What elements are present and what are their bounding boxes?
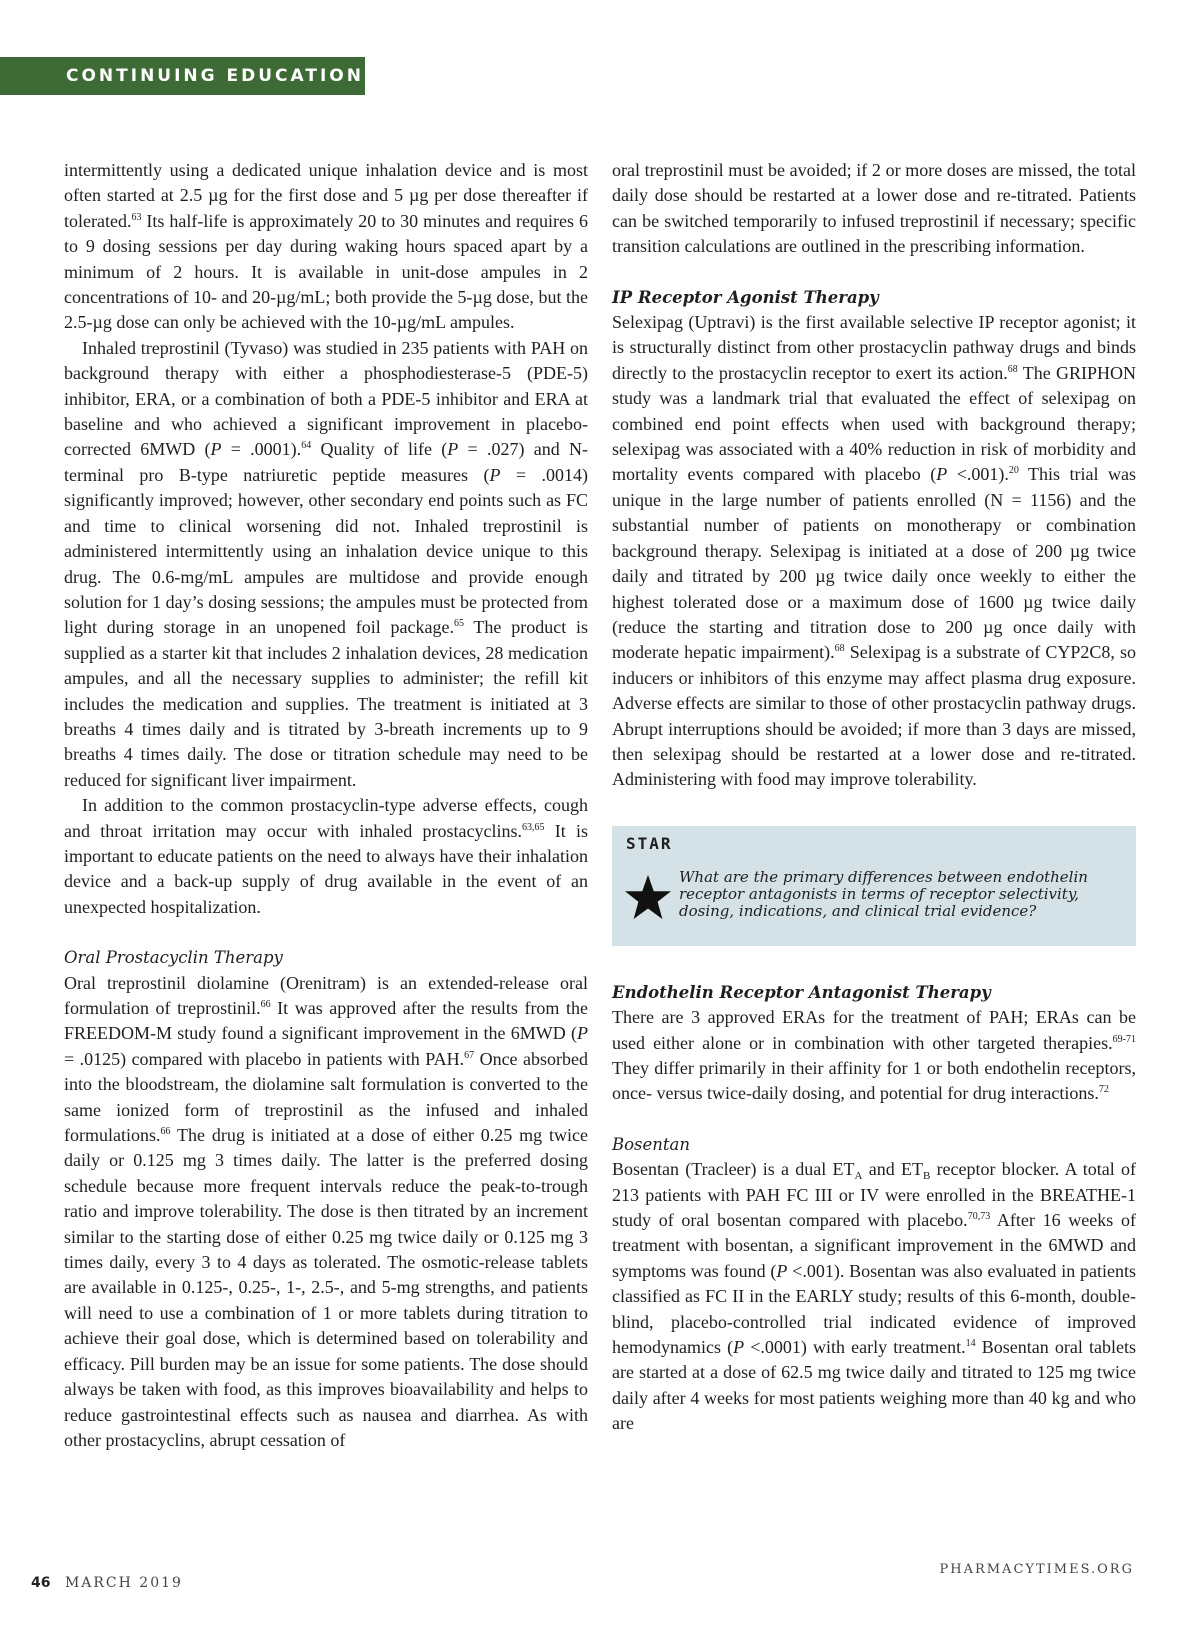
page-number: 46 (31, 1575, 51, 1591)
site-name: PHARMACYTIMES.ORG (939, 1562, 1134, 1577)
star-icon (624, 873, 672, 921)
paragraph: Bosentan (Tracleer) is a dual $ET_A$ and $ET_B$ receptor blocker. A total of 213 patients with PAH FC III or IV were enrolled in the BREATHE-1 study of oral bosentan compared with placebo.$^{70,73}$ After 16 weeks of treatment with bosentan, a significant improvement in the 6MWD and symptoms was found (P <.001). Bosentan was also evaluated in patients classified as FC II in the EARLY study; results of this 6-month, double-blind, placebo-controlled trial indicated evidence of improved hemodynamics (P <.0001) with early treatment.$^{14}$ Bosentan oral tablets are started at a dose of 62.5 mg twice daily and titrated to 125 mg twice daily after 4 weeks for most patients weighing more than 40 kg and who are (612, 1159, 1137, 1434)
star-callout-box (612, 826, 1136, 946)
reference: 14 (965, 1338, 976, 1350)
reference: 72 (1098, 1084, 1109, 1096)
reference: 68 (1007, 363, 1018, 375)
reference: 66 (160, 1126, 171, 1138)
section-heading: Endothelin Receptor Antagonist Therapy (612, 982, 991, 1002)
footer-left (31, 1575, 183, 1591)
left-column (64, 158, 588, 1453)
reference: 20 (1008, 465, 1019, 477)
paragraph: There are 3 approved ERAs for the treatment of PAH; ERAs can be used either alone or in combination with other targeted therapies.$^{69-71}$ They differ primarily in their affinity for 1 or both endothelin receptors, once- versus twice-daily dosing, and potential for drug interactions.$^{72}$ (612, 1007, 1136, 1104)
subsection-heading: Bosentan (612, 1134, 691, 1154)
paragraph: Selexipag (Uptravi) is the first available selective IP receptor agonist; it is structurally distinct from other prostacyclin pathway drugs and binds directly to the prostacyclin receptor to exert its action.$^{68}$ The GRIPHON study was a landmark trial that evaluated the effect of selexipag on combined end point effects when used with background therapy; selexipag was associated with a 40% reduction in risk of morbidity and mortality events compared with placebo (P <.001).$^{20}$ This trial was unique in the large number of patients enrolled (N = 1156) and the substantial number of patients on monotherapy or combination background therapy. Selexipag is initiated at a dose of 200 µg twice daily and titrated by 200 µg twice daily once weekly to either the highest tolerated dose or a maximum dose of 1600 µg twice daily (reduce the starting and titration dose to 200 µg once daily with moderate hepatic impairment).$^{68}$ Selexipag is a substrate of CYP2C8, so inducers or inhibitors of this enzyme may affect plasma drug exposure. Adverse effects are similar to those of other prostacyclin pathway drugs. Abrupt interruptions should be avoided; if more than 3 days are missed, then selexipag should be restarted at a lower dose and re-titrated. Administering with food may improve tolerability. (612, 312, 1136, 790)
reference: 65 (453, 618, 464, 630)
section-heading: IP Receptor Agonist Therapy (612, 287, 879, 307)
paragraph: Oral treprostinil diolamine (Orenitram) is an extended-release oral formulation of treprostinil.$^{66}$ It was approved after the results from the FREEDOM-M study found a significant improvement in the 6MWD (P = .0125) compared with placebo in patients with PAH.$^{67}$ Once absorbed into the bloodstream, the diolamine salt formulation is converted to the same ionized form of treprostinil as the infused and inhaled formulations.$^{66}$ The drug is initiated at a dose of either 0.25 mg twice daily or 0.125 mg 3 times daily. The latter is the preferred dosing schedule because more frequent intervals reduce the peak-to-trough ratio and improve tolerability. The dose is then titrated by an increment similar to the starting dose of either 0.25 mg twice daily or 0.125 mg 3 times daily, every 3 to 4 days as tolerated. The osmotic-release tablets are available in 0.125-, 0.25-, 1-, 2.5-, and 5-mg strengths, and patients will need to use a combination of 1 or more tablets during titration to achieve their goal dose, which is determined based on tolerability and efficacy. Pill burden may be an issue for some patients. The dose should always be taken with food, as this improves bioavailability and helps to reduce gastrointestinal effects such as nausea and diarrhea. As with other prostacyclins, abrupt cessation of (64, 972, 588, 1450)
reference: 63 (131, 211, 142, 223)
right-column (612, 158, 1136, 1437)
paragraph: oral treprostinil must be avoided; if 2 or more doses are missed, the total daily dose should be restarted at a lower dose and re-titrated. Patients can be switched temporarily to infused treprostinil if necessary; specific transition calculations are outlined in the prescribing information. (612, 160, 1136, 257)
star-question: What are the primary differences between endothelin receptor antagonists in terms of receptor selectivity, dosing, indications, and clinical trial evidence? (679, 867, 1088, 920)
reference: 70,73 (967, 1211, 991, 1222)
reference: 66 (260, 999, 271, 1010)
star-label: STAR (626, 833, 673, 853)
issue-date: MARCH 2019 (64, 1575, 183, 1591)
paragraph: In addition to the common prostacyclin-type adverse effects, cough and throat irritation may occur with inhaled prostacyclins.$^{63,65}$ It is important to educate patients on the need to always have their inhalation device and a back-up supply of drug available in the event of an unexpected hospitalization. (64, 795, 588, 917)
paragraph: intermittently using a dedicated unique inhalation device and is most often started at 2.5 µg for the first dose and 5 µg per dose thereafter if tolerated.$^{63}$ Its half-life is approximately 20 to 30 minutes and requires 6 to 9 dosing sessions per day during waking hours spaced apart by a minimum of 2 hours. It is available in unit-dose ampules in 2 concentrations of 10- and 20-µg/mL; both provide the 5-µg dose, but the 2.5-µg dose can only be achieved with the 10-µg/mL ampules. (64, 160, 588, 333)
section-label: CONTINUING EDUCATION (66, 66, 364, 86)
reference: 63,65 (522, 821, 545, 833)
reference: 68 (834, 643, 845, 655)
reference: 64 (301, 440, 312, 452)
reference: 69-71 (1112, 1033, 1136, 1045)
section-banner (0, 57, 365, 95)
reference: 67 (464, 1049, 475, 1061)
paragraph: Inhaled treprostinil (Tyvaso) was studied in 235 patients with PAH on background therapy with either a phosphodiesterase-5 (PDE-5) inhibitor, ERA, or a combination of both a PDE-5 inhibitor and ERA at baseline and who achieved a significant improvement in placebo-corrected 6MWD (P = .0001).$^{64}$ Quality of life (P = .027) and N-terminal pro B-type natriuretic peptide measures (P = .0014) significantly improved; however, other secondary end points such as FC and time to clinical worsening did not. Inhaled treprostinil is administered intermittently using an inhalation device unique to this drug. The 0.6-mg/mL ampules are multidose and provide enough solution for 1 day’s dosing sessions; the ampules must be protected from light during storage in an unopened foil package.$^{65}$ The product is supplied as a starter kit that includes 2 inhalation devices, 28 medication ampules, and all the necessary supplies to administer; the refill kit includes the medication and supplies. The treatment is initiated at 3 breaths 4 times daily and is titrated by 3-breath increments up to 9 breaths 4 times daily. The dose or titration schedule may need to be reduced for significant liver impairment. (64, 337, 588, 790)
section-heading: Oral Prostacyclin Therapy (64, 948, 283, 968)
